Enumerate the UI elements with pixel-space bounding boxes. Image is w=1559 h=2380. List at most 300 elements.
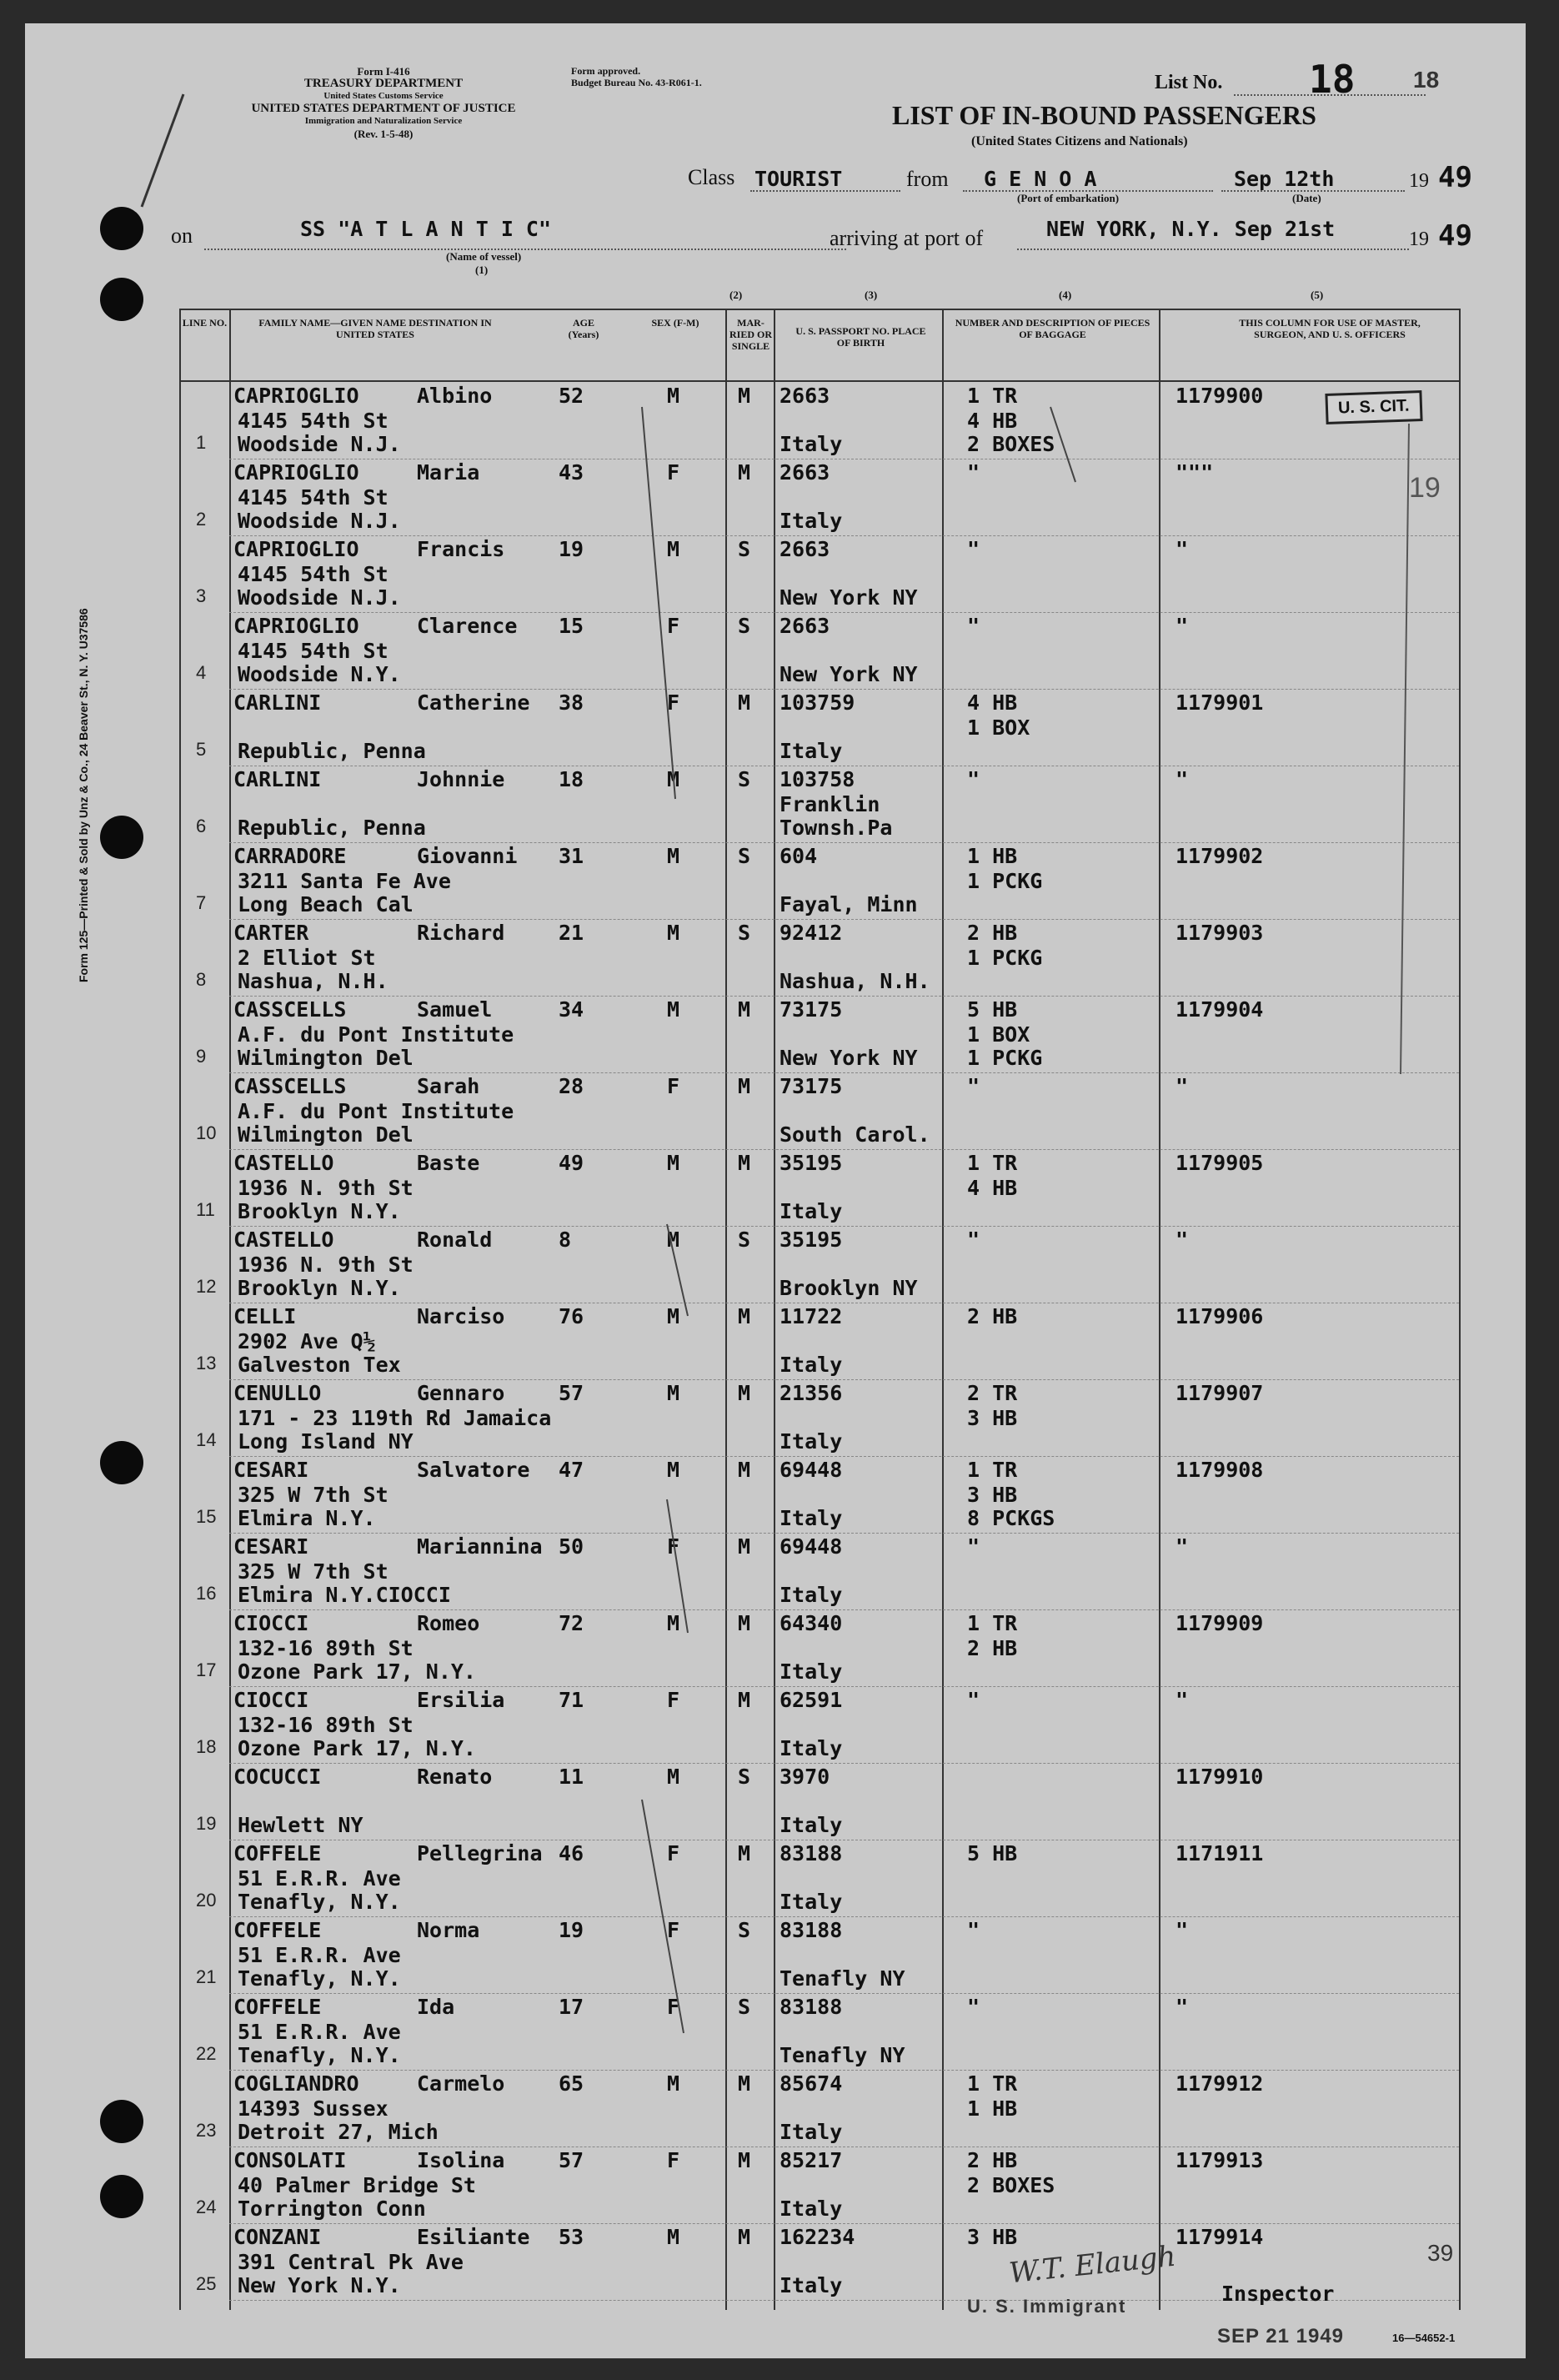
manifest-page: [25, 23, 1526, 2358]
baggage-line-2: 1 BOX: [967, 716, 1030, 740]
officer-number: 1179901: [1176, 690, 1264, 715]
line-number: 7: [196, 892, 207, 913]
destination-street: 4145 54th St: [238, 562, 388, 586]
destination-city: Woodside N.J.: [238, 585, 401, 610]
destination-street: 1936 N. 9th St: [238, 1176, 414, 1200]
officer-number: 1179913: [1176, 2148, 1264, 2172]
line-number: 6: [196, 816, 207, 836]
dept-ins: Immigration and Naturalization Service: [304, 116, 463, 126]
passenger-marital-status: S: [738, 1995, 751, 2019]
destination-city: Woodside N.J.: [238, 432, 401, 456]
destination-street: 3211 Santa Fe Ave: [238, 869, 451, 893]
passenger-given-name: Narciso: [417, 1304, 505, 1328]
passenger-family-name: CASSCELLS: [233, 1074, 347, 1098]
baggage-line-1: 2 HB: [967, 921, 1018, 945]
passenger-sex: M: [667, 844, 680, 868]
passenger-sex: F: [667, 2148, 680, 2172]
baggage-line-1: 1 HB: [967, 844, 1018, 868]
destination-street: 14393 Sussex: [238, 2096, 388, 2121]
passenger-marital-status: M: [738, 1841, 751, 1865]
destination-city: Woodside N.J.: [238, 509, 401, 533]
class-value: TOURIST: [754, 167, 843, 191]
port-embarkation: G E N O A: [984, 167, 1097, 191]
passenger-marital-status: M: [738, 1534, 751, 1559]
baggage-line-1: ": [967, 1534, 980, 1559]
passport-number: 103758: [780, 767, 855, 791]
passenger-given-name: Clarence: [417, 614, 518, 638]
passport-number: 62591: [780, 1688, 843, 1712]
destination-street: 325 W 7th St: [238, 1559, 388, 1584]
place-of-birth: Italy: [780, 509, 843, 533]
col-num: (2): [729, 289, 743, 301]
passenger-family-name: CESARI: [233, 1458, 309, 1482]
baggage-line-1: ": [967, 614, 980, 638]
row-separator: [229, 2223, 1459, 2224]
passport-number: 21356: [780, 1381, 843, 1405]
baggage-line-2: 4 HB: [967, 409, 1018, 433]
line-number: 25: [196, 2273, 217, 2294]
destination-street: 4145 54th St: [238, 485, 388, 510]
date-caption: (Date): [1292, 192, 1321, 204]
line-number: 15: [196, 1506, 217, 1527]
officer-number: 1179900: [1176, 384, 1264, 408]
form-number: Form I-416: [357, 65, 410, 78]
passenger-family-name: CIOCCI: [233, 1688, 309, 1712]
place-of-birth: Franklin: [780, 792, 880, 816]
vessel-name: SS "A T L A N T I C": [300, 217, 552, 241]
officer-number: 1179905: [1176, 1151, 1264, 1175]
baggage-line-2: 2 BOXES: [967, 2173, 1055, 2197]
destination-street: 4145 54th St: [238, 409, 388, 433]
baggage-line-1: 5 HB: [967, 997, 1018, 1022]
officer-number: ": [1176, 767, 1189, 791]
passenger-age: 34: [559, 997, 584, 1022]
passenger-sex: M: [667, 767, 680, 791]
passenger-family-name: COFFELE: [233, 1918, 322, 1942]
document-subtitle: (United States Citizens and Nationals): [971, 134, 1188, 148]
passenger-age: 57: [559, 2148, 584, 2172]
destination-city: New York N.Y.: [238, 2273, 401, 2297]
passenger-given-name: Romeo: [417, 1611, 480, 1635]
baggage-line-1: ": [967, 767, 980, 791]
passenger-sex: M: [667, 537, 680, 561]
line-number: 24: [196, 2197, 217, 2217]
passenger-marital-status: M: [738, 460, 751, 485]
passenger-sex: M: [667, 997, 680, 1022]
arriving-label: arriving at port of: [830, 226, 984, 250]
line-number: 20: [196, 1890, 217, 1911]
passenger-given-name: Ida: [417, 1995, 455, 2019]
list-no-pencil: 18: [1413, 67, 1440, 93]
officer-number: ": [1176, 614, 1189, 638]
destination-street: 4145 54th St: [238, 639, 388, 663]
document-title: LIST OF IN-BOUND PASSENGERS: [892, 100, 1316, 130]
place-of-birth: Italy: [780, 432, 843, 456]
passenger-sex: F: [667, 1074, 680, 1098]
officer-number: ": [1176, 1688, 1189, 1712]
place-of-birth: Italy: [780, 2197, 843, 2221]
passenger-marital-status: M: [738, 1611, 751, 1635]
us-citizen-stamp: U. S. CIT.: [1325, 390, 1422, 424]
passenger-marital-status: S: [738, 537, 751, 561]
passport-number: 83188: [780, 1995, 843, 2019]
passenger-marital-status: S: [738, 767, 751, 791]
line-number: 4: [196, 662, 207, 683]
binder-hole: [100, 278, 143, 321]
passenger-marital-status: M: [738, 1688, 751, 1712]
passenger-age: 46: [559, 1841, 584, 1865]
baggage-line-1: 5 HB: [967, 1841, 1018, 1865]
baggage-line-2: 1 PCKG: [967, 869, 1043, 893]
line-number: 11: [196, 1199, 215, 1220]
place-of-birth: Tenafly NY: [780, 1966, 905, 1991]
passenger-sex: F: [667, 1841, 680, 1865]
passenger-family-name: COFFELE: [233, 1995, 322, 2019]
baggage-line-1: ": [967, 1688, 980, 1712]
passenger-given-name: Sarah: [417, 1074, 480, 1098]
passenger-age: 19: [559, 537, 584, 561]
passenger-sex: F: [667, 1995, 680, 2019]
line-number: 2: [196, 509, 207, 530]
passenger-family-name: CAPRIOGLIO: [233, 537, 359, 561]
passenger-age: 19: [559, 1918, 584, 1942]
passenger-age: 43: [559, 460, 584, 485]
baggage-line-2: 3 HB: [967, 1406, 1018, 1430]
line-number: 21: [196, 1966, 217, 1987]
destination-city: Brooklyn N.Y.: [238, 1276, 401, 1300]
place-of-birth: Italy: [780, 739, 843, 763]
place-of-birth: Italy: [780, 1813, 843, 1837]
passenger-age: 52: [559, 384, 584, 408]
passenger-family-name: CAPRIOGLIO: [233, 460, 359, 485]
passenger-age: 53: [559, 2225, 584, 2249]
passenger-sex: M: [667, 2225, 680, 2249]
passport-number: 3970: [780, 1765, 830, 1789]
place-of-birth: Italy: [780, 1353, 843, 1377]
officer-number: 1179902: [1176, 844, 1264, 868]
passenger-given-name: Samuel: [417, 997, 493, 1022]
place-of-birth: Italy: [780, 2120, 843, 2144]
line-number: 19: [196, 1813, 217, 1834]
baggage-line-1: 2 HB: [967, 1304, 1018, 1328]
list-no-value: 18: [1309, 57, 1356, 102]
passport-number: 83188: [780, 1918, 843, 1942]
line-number: 23: [196, 2120, 217, 2141]
destination-city: Galveston Tex: [238, 1353, 401, 1377]
passenger-marital-status: M: [738, 1304, 751, 1328]
destination-street: 2902 Ave Q½: [238, 1329, 376, 1353]
destination-city: Elmira N.Y.: [238, 1506, 376, 1530]
place-of-birth: Italy: [780, 1199, 843, 1223]
destination-city: Detroit 27, Mich: [238, 2120, 439, 2144]
department-block: [200, 65, 567, 140]
binder-hole: [100, 2175, 143, 2218]
line-number: 5: [196, 739, 207, 760]
destination-city: Republic, Penna: [238, 739, 426, 763]
passenger-marital-status: M: [738, 997, 751, 1022]
place-of-birth: Brooklyn NY: [780, 1276, 918, 1300]
passport-number: 162234: [780, 2225, 855, 2249]
place-of-birth: Italy: [780, 1659, 843, 1684]
list-no-label: List No.: [1155, 72, 1223, 93]
passenger-given-name: Isolina: [417, 2148, 505, 2172]
passenger-given-name: Renato: [417, 1765, 493, 1789]
passport-number: 64340: [780, 1611, 843, 1635]
col-num: (4): [1059, 289, 1072, 301]
passenger-given-name: Francis: [417, 537, 505, 561]
place-of-birth: Fayal, Minn: [780, 892, 918, 916]
baggage-line-3: 1 PCKG: [967, 1046, 1043, 1070]
passport-number: 2663: [780, 384, 830, 408]
passenger-age: 17: [559, 1995, 584, 2019]
col-header-name: FAMILY NAME—GIVEN NAME DESTINATION IN UNITED STATES: [258, 317, 492, 340]
place-of-birth: New York NY: [780, 1046, 918, 1070]
passenger-age: 21: [559, 921, 584, 945]
passenger-sex: M: [667, 1765, 680, 1789]
passport-number: 85217: [780, 2148, 843, 2172]
passport-number: 604: [780, 844, 818, 868]
passenger-sex: F: [667, 1918, 680, 1942]
pencil-mark: [125, 90, 200, 215]
date-stamp: SEP 21 1949: [1217, 2325, 1345, 2347]
officer-number: 1179914: [1176, 2225, 1264, 2249]
passenger-given-name: Mariannina: [417, 1534, 543, 1559]
officer-number: 1179908: [1176, 1458, 1264, 1482]
destination-city: Elmira N.Y.CIOCCI: [238, 1583, 451, 1607]
place-of-birth: Italy: [780, 1890, 843, 1914]
passenger-sex: M: [667, 1304, 680, 1328]
destination-street: 2 Elliot St: [238, 946, 376, 970]
passport-number: 73175: [780, 1074, 843, 1098]
destination-city: Torrington Conn: [238, 2197, 426, 2221]
baggage-line-1: 2 HB: [967, 2148, 1018, 2172]
passenger-given-name: Esiliante: [417, 2225, 530, 2249]
passenger-age: 72: [559, 1611, 584, 1635]
form-code: 16—54652-1: [1392, 2332, 1456, 2344]
line-number: 13: [196, 1353, 217, 1373]
passenger-family-name: CESARI: [233, 1534, 309, 1559]
year-prefix: 19: [1409, 170, 1429, 192]
baggage-line-2: 4 HB: [967, 1176, 1018, 1200]
passenger-family-name: CASSCELLS: [233, 997, 347, 1022]
passport-number: 11722: [780, 1304, 843, 1328]
passenger-age: 31: [559, 844, 584, 868]
passenger-sex: M: [667, 1458, 680, 1482]
passenger-marital-status: M: [738, 1151, 751, 1175]
destination-city: Wilmington Del: [238, 1046, 414, 1070]
passenger-age: 8: [559, 1228, 572, 1252]
col-header-sex: SEX (F-M): [651, 317, 699, 329]
destination-street: 51 E.R.R. Ave: [238, 1866, 401, 1890]
baggage-line-1: ": [967, 460, 980, 485]
destination-city: Tenafly, N.Y.: [238, 2043, 401, 2067]
baggage-line-1: 4 HB: [967, 690, 1018, 715]
baggage-line-2: 1 PCKG: [967, 946, 1043, 970]
passenger-sex: M: [667, 1611, 680, 1635]
passport-number: 2663: [780, 537, 830, 561]
passenger-marital-status: S: [738, 1228, 751, 1252]
baggage-line-1: ": [967, 1995, 980, 2019]
col-header-officers: THIS COLUMN FOR USE OF MASTER, SURGEON, AND U. S. OFFICERS: [1239, 317, 1421, 340]
passenger-age: 28: [559, 1074, 584, 1098]
line-number: 17: [196, 1659, 217, 1680]
passenger-given-name: Ronald: [417, 1228, 493, 1252]
passenger-marital-status: S: [738, 921, 751, 945]
destination-city: Tenafly, N.Y.: [238, 1890, 401, 1914]
destination-street: 51 E.R.R. Ave: [238, 2020, 401, 2044]
passenger-sex: M: [667, 921, 680, 945]
col-num: (3): [865, 289, 878, 301]
passenger-given-name: Johnnie: [417, 767, 505, 791]
from-label: from: [906, 167, 949, 191]
passenger-age: 11: [559, 1765, 584, 1789]
passenger-age: 49: [559, 1151, 584, 1175]
passenger-family-name: CONSOLATI: [233, 2148, 347, 2172]
passenger-family-name: CARLINI: [233, 690, 322, 715]
passenger-sex: M: [667, 1151, 680, 1175]
passenger-family-name: CAPRIOGLIO: [233, 384, 359, 408]
passenger-marital-status: M: [738, 1458, 751, 1482]
port-caption: (Port of embarkation): [1017, 192, 1120, 204]
passenger-marital-status: M: [738, 2071, 751, 2096]
officer-number: ": [1176, 1228, 1189, 1252]
pencil-check-strokes: [609, 382, 1109, 2217]
col-header-married: MAR- RIED OR SINGLE: [729, 317, 772, 352]
destination-city: Brooklyn N.Y.: [238, 1199, 401, 1223]
passenger-age: 76: [559, 1304, 584, 1328]
line-number: 14: [196, 1429, 217, 1450]
officer-number: ": [1176, 1918, 1189, 1942]
inspector-label: Inspector: [1221, 2282, 1335, 2306]
passenger-marital-status: S: [738, 614, 751, 638]
destination-city: Woodside N.Y.: [238, 662, 401, 686]
binder-hole: [100, 1441, 143, 1484]
passenger-age: 38: [559, 690, 584, 715]
passport-number: 73175: [780, 997, 843, 1022]
destination-street: 325 W 7th St: [238, 1483, 388, 1507]
line-number: 3: [196, 585, 207, 606]
passenger-given-name: Baste: [417, 1151, 480, 1175]
passenger-age: 71: [559, 1688, 584, 1712]
officer-number: ": [1176, 1534, 1189, 1559]
passenger-sex: F: [667, 690, 680, 715]
place-of-birth: New York NY: [780, 585, 918, 610]
passenger-sex: M: [667, 384, 680, 408]
place-of-birth: Nashua, N.H.: [780, 969, 930, 993]
officer-number: ": [1176, 1074, 1189, 1098]
passenger-marital-status: S: [738, 844, 751, 868]
officer-number: 1179910: [1176, 1765, 1264, 1789]
immigrant-stamp: U. S. Immigrant: [967, 2296, 1127, 2317]
dept-treasury: TREASURY DEPARTMENT: [303, 77, 464, 90]
embarkation-date: Sep 12th: [1234, 167, 1335, 191]
baggage-line-1: 2 TR: [967, 1381, 1018, 1405]
on-label: on: [171, 223, 193, 248]
col-header-line: LINE NO.: [182, 317, 228, 329]
col-header-age: AGE (Years): [568, 317, 599, 340]
dept-justice: UNITED STATES DEPARTMENT OF JUSTICE: [251, 102, 516, 115]
passenger-age: 15: [559, 614, 584, 638]
vessel-caption: (Name of vessel): [446, 250, 522, 263]
officer-number: ": [1176, 537, 1189, 561]
baggage-line-1: 1 TR: [967, 1151, 1018, 1175]
inspector-signature: W.T. Elaugh: [1007, 2239, 1178, 2291]
passenger-family-name: CARLINI: [233, 767, 322, 791]
passenger-family-name: COFFELE: [233, 1841, 322, 1865]
line-number: 12: [196, 1276, 217, 1297]
passport-number: 69448: [780, 1534, 843, 1559]
passenger-given-name: Gennaro: [417, 1381, 505, 1405]
place-of-birth: Italy: [780, 1429, 843, 1454]
place-of-birth: Italy: [780, 1583, 843, 1607]
passenger-sex: F: [667, 1688, 680, 1712]
passenger-family-name: CELLI: [233, 1304, 297, 1328]
dept-customs: United States Customs Service: [323, 91, 444, 101]
arrival-year: 49: [1438, 219, 1472, 253]
passenger-sex: M: [667, 1228, 680, 1252]
binder-hole: [100, 816, 143, 859]
passenger-family-name: CONZANI: [233, 2225, 322, 2249]
line-number: 9: [196, 1046, 207, 1067]
passenger-given-name: Catherine: [417, 690, 530, 715]
passenger-given-name: Giovanni: [417, 844, 518, 868]
passenger-given-name: Maria: [417, 460, 480, 485]
destination-city: Wilmington Del: [238, 1122, 414, 1147]
destination-city: Ozone Park 17, N.Y.: [238, 1659, 476, 1684]
passenger-given-name: Albino: [417, 384, 493, 408]
baggage-line-1: ": [967, 1228, 980, 1252]
passport-number: 103759: [780, 690, 855, 715]
destination-city: Long Beach Cal: [238, 892, 414, 916]
line-number: 8: [196, 969, 207, 990]
destination-street: A.F. du Pont Institute: [238, 1022, 514, 1047]
baggage-line-1: 3 HB: [967, 2225, 1018, 2249]
passenger-marital-status: M: [738, 1074, 751, 1098]
passport-number: 85674: [780, 2071, 843, 2096]
passenger-given-name: Pellegrina: [417, 1841, 543, 1865]
year-value: 49: [1438, 161, 1472, 194]
baggage-line-1: ": [967, 1074, 980, 1098]
passenger-age: 50: [559, 1534, 584, 1559]
destination-city: Tenafly, N.Y.: [238, 1966, 401, 1991]
destination-city: Long Island NY: [238, 1429, 414, 1454]
baggage-line-1: ": [967, 1918, 980, 1942]
baggage-line-2: 1 BOX: [967, 1022, 1030, 1047]
passenger-marital-status: S: [738, 1765, 751, 1789]
pencil-vertical-stroke: [1392, 415, 1426, 1082]
passport-number: 92412: [780, 921, 843, 945]
passport-number: 83188: [780, 1841, 843, 1865]
passenger-family-name: CENULLO: [233, 1381, 322, 1405]
passport-number: 35195: [780, 1228, 843, 1252]
binder-hole: [100, 2100, 143, 2143]
passenger-sex: F: [667, 1534, 680, 1559]
printer-imprint: Form 125—Printed & Sold by Unz & Co., 24 Beaver St., N. Y. U37586: [77, 608, 90, 982]
passenger-age: 65: [559, 2071, 584, 2096]
passenger-sex: M: [667, 2071, 680, 2096]
place-of-birth: Italy: [780, 1736, 843, 1760]
passenger-sex: F: [667, 460, 680, 485]
officer-number: ": [1176, 1995, 1189, 2019]
destination-street: 51 E.R.R. Ave: [238, 1943, 401, 1967]
officer-number: 1179909: [1176, 1611, 1264, 1635]
line-number: 10: [196, 1122, 217, 1143]
place-of-birth-2: Townsh.Pa: [780, 816, 893, 840]
destination-street: 40 Palmer Bridge St: [238, 2173, 476, 2197]
passport-number: 2663: [780, 460, 830, 485]
place-of-birth: Tenafly NY: [780, 2043, 905, 2067]
passenger-family-name: CASTELLO: [233, 1151, 334, 1175]
